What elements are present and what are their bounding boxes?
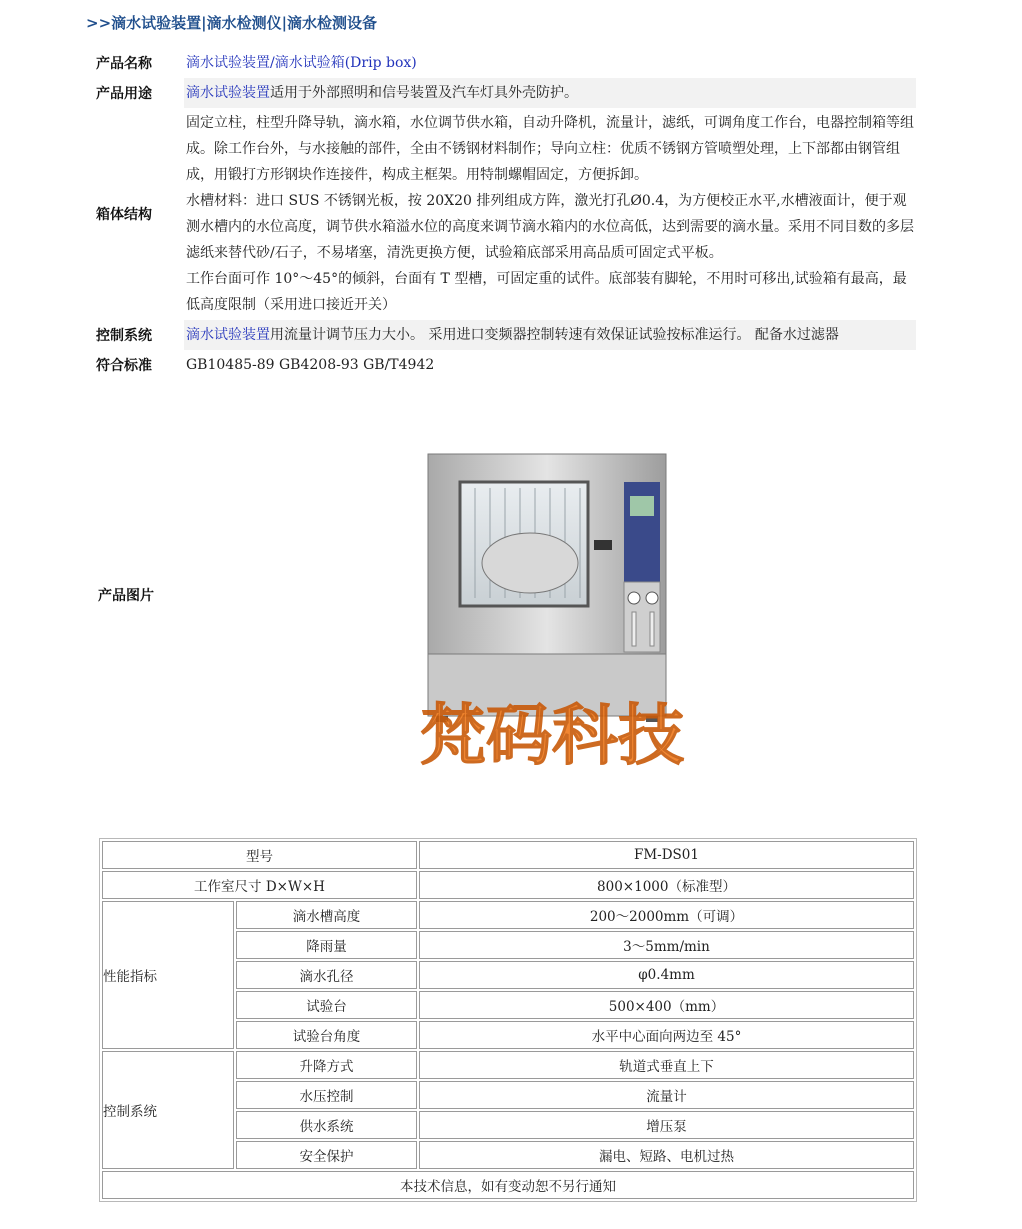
perf-value: φ0.4mm: [419, 961, 914, 989]
product-use-text: 适用于外部照明和信号装置及汽车灯具外壳防护。: [270, 85, 578, 101]
structure-paragraph-1: 固定立柱，柱型升降导轨，滴水箱，水位调节供水箱，自动升降机，流量计，滤纸，可调角度工作台，电器控制箱等组成。除工作台外，与水接触的部件，全由不锈钢材料制作；导向立柱：优质不锈钢方管喷塑处理，上下部都由钢管组成，用锻打方形钢块作连接件，构成主框架。用特制螺帽固定，方便拆卸。: [186, 115, 914, 183]
ctrl-value: 轨道式垂直上下: [419, 1051, 914, 1079]
size-label: 工作室尺寸 D×W×H: [102, 871, 417, 899]
pressure-gauge-left: [628, 592, 640, 604]
control-text: 用流量计调节压力大小。 采用进口变频器控制转速有效保证试验按标准运行。 配备水过滤器: [270, 327, 839, 343]
control-display: [630, 496, 654, 516]
perf-key: 滴水槽高度: [236, 901, 417, 929]
control-group: 控制系统: [102, 1051, 234, 1169]
structure-value: [184, 108, 916, 320]
control-value: [184, 320, 916, 350]
spec-table: [99, 838, 917, 1202]
product-use-value: [184, 78, 916, 108]
perf-value: 500×400（mm）: [419, 991, 914, 1019]
model-value: FM-DS01: [419, 841, 914, 869]
control-label: 控制系统: [96, 328, 152, 344]
door-handle: [594, 540, 612, 550]
standard-value: GB10485-89 GB4208-93 GB/T4942: [186, 357, 435, 373]
performance-group: 性能指标: [102, 901, 234, 1049]
pressure-gauge-right: [646, 592, 658, 604]
control-link[interactable]: 滴水试验装置: [186, 327, 270, 343]
perf-value: 200～2000mm（可调）: [419, 901, 914, 929]
perf-key: 试验台角度: [236, 1021, 417, 1049]
product-name-link[interactable]: 滴水试验装置/滴水试验箱(Drip box): [186, 55, 417, 71]
structure-paragraph-2: 水槽材料：进口 SUS 不锈钢光板，按 20X20 排列组成方阵，激光打孔Ø0.4，为方便校正水平,水槽液面计，便于观测水槽内的水位高度，调节供水箱溢水位的高度来调节滴水箱内的水位高低，达到需要的滴水量。采用不同目数的多层滤纸来替代砂/石子，不易堵塞，清洗更换方便，试验箱底部采用高品质可固定式平板。: [186, 193, 914, 261]
ctrl-value: 流量计: [419, 1081, 914, 1109]
product-name-label: 产品名称: [96, 56, 152, 72]
perf-value: 3～5mm/min: [419, 931, 914, 959]
product-use-link[interactable]: 滴水试验装置: [186, 85, 270, 101]
test-table: [482, 533, 578, 593]
spec-list: [96, 48, 916, 380]
ctrl-value: 漏电、短路、电机过热: [419, 1141, 914, 1169]
perf-value: 水平中心面向两边至 45°: [419, 1021, 914, 1049]
model-label: 型号: [102, 841, 417, 869]
ctrl-value: 增压泵: [419, 1111, 914, 1139]
product-image-label: 产品图片: [98, 588, 154, 604]
watermark: 梵码科技: [420, 697, 684, 774]
standard-label: 符合标准: [96, 358, 152, 374]
perf-key: 降雨量: [236, 931, 417, 959]
table-note: 本技术信息，如有变动恕不另行通知: [102, 1171, 914, 1199]
ctrl-key: 供水系统: [236, 1111, 417, 1139]
page-title: >>滴水试验装置|滴水检测仪|滴水检测设备: [86, 14, 378, 32]
size-value: 800×1000（标准型）: [419, 871, 914, 899]
structure-label: 箱体结构: [96, 207, 152, 223]
perf-key: 滴水孔径: [236, 961, 417, 989]
product-name-value: [184, 48, 916, 78]
product-image: [380, 448, 725, 788]
ctrl-key: 水压控制: [236, 1081, 417, 1109]
ctrl-key: 升降方式: [236, 1051, 417, 1079]
structure-paragraph-3: 工作台面可作 10°～45°的倾斜，台面有 T 型槽，可固定重的试件。底部装有脚轮，不用时可移出,试验箱有最高，最低高度限制（采用进口接近开关）: [186, 271, 907, 313]
ctrl-key: 安全保护: [236, 1141, 417, 1169]
product-use-label: 产品用途: [96, 86, 152, 102]
perf-key: 试验台: [236, 991, 417, 1019]
